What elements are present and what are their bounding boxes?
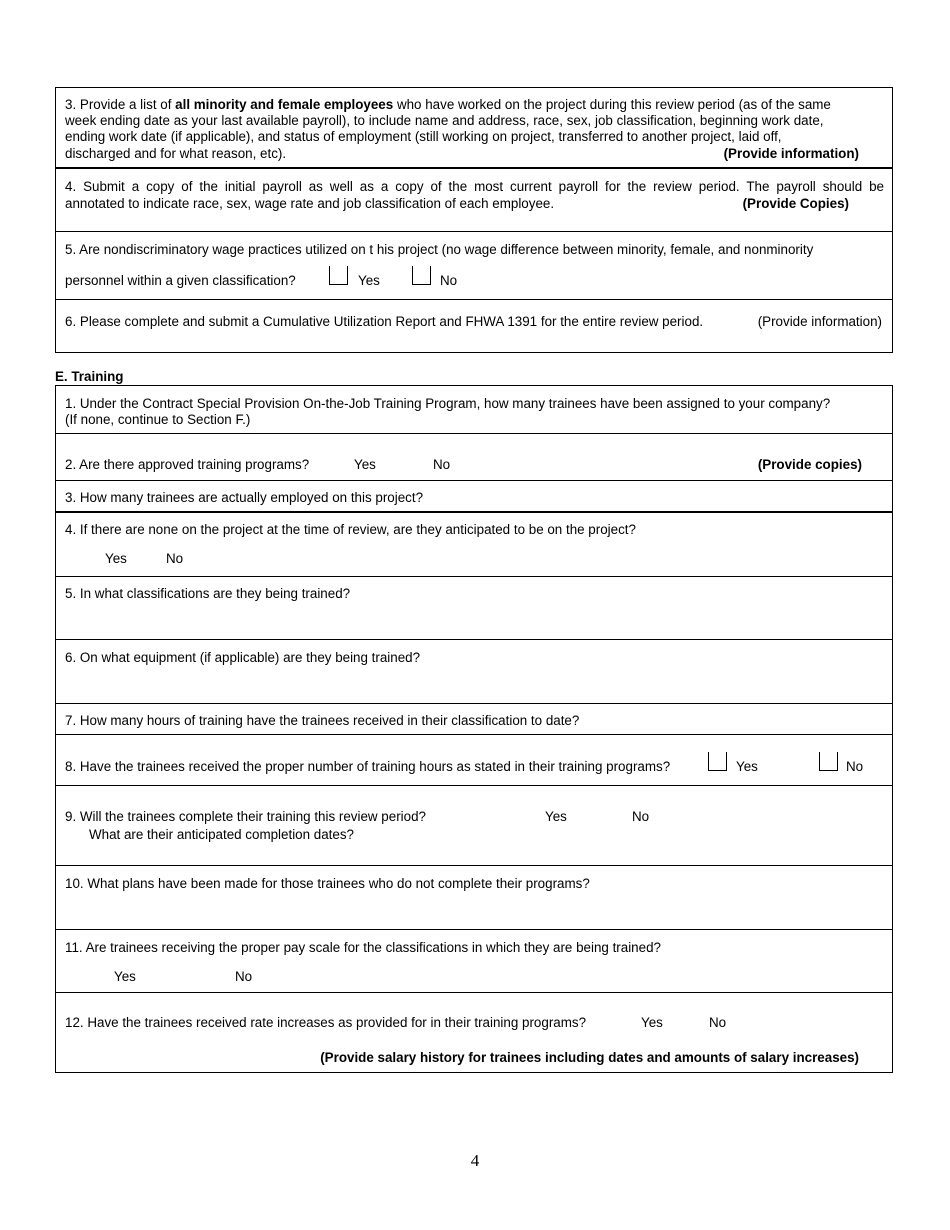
e-q11-text: 11. Are trainees receiving the proper pay scale for the classifications in which they are being trained? xyxy=(65,940,661,955)
d-q3-line2: week ending date as your last available payroll), to include name and address, race, sex, job classification, beginning work date, xyxy=(65,113,824,128)
e-q1-line1: 1. Under the Contract Special Provision On-the-Job Training Program, how many trainees have been assigned to your company? xyxy=(65,396,831,411)
d-q6-text: 6. Please complete and submit a Cumulative Utilization Report and FHWA 1391 for the entire review period. xyxy=(65,314,704,329)
d-q3-prefix: 3. Provide a list of xyxy=(65,97,176,112)
e-question-1 xyxy=(56,386,892,434)
e-q9-yes[interactable]: Yes xyxy=(545,809,567,824)
d-question-4 xyxy=(56,169,892,232)
e-q2-yes[interactable]: Yes xyxy=(354,457,376,472)
e-q2-action: (Provide copies) xyxy=(757,457,862,472)
e-question-2 xyxy=(56,434,892,481)
section-e-title: E. Training xyxy=(55,369,124,384)
e-q8-no-label: No xyxy=(846,759,864,774)
d-q4-line1: 4. Submit a copy of the initial payroll as well as a copy of the most current payroll for the review period. The payroll should be xyxy=(65,179,884,194)
e-q4-no[interactable]: No xyxy=(166,551,184,566)
e-question-6 xyxy=(56,640,892,704)
d-q4-action: (Provide Copies) xyxy=(742,196,849,211)
e-question-7 xyxy=(56,704,892,735)
d-q3-line4: discharged and for what reason, etc). xyxy=(65,146,287,161)
d-q5-no-label: No xyxy=(440,273,458,288)
e-q8-text: 8. Have the trainees received the proper number of training hours as stated in their training programs? xyxy=(65,759,671,774)
e-q12-action: (Provide salary history for trainees including dates and amounts of salary increases) xyxy=(320,1050,859,1065)
d-question-3 xyxy=(56,88,892,169)
e-q7-text: 7. How many hours of training have the trainees received in their classification to date? xyxy=(65,713,580,728)
e-q8-yes-checkbox[interactable] xyxy=(708,752,727,771)
e-question-10 xyxy=(56,866,892,930)
d-q5-line2: personnel within a given classification? xyxy=(65,273,296,288)
e-question-3 xyxy=(56,481,892,513)
e-q1-line2: (If none, continue to Section F.) xyxy=(65,412,251,427)
page-number: 4 xyxy=(470,1151,480,1170)
d-q5-yes-checkbox[interactable] xyxy=(329,266,348,285)
d-q3-bold: all minority and female employees xyxy=(175,97,394,112)
e-q4-yes[interactable]: Yes xyxy=(105,551,127,566)
d-q3-line1-rest: who have worked on the project during this review period (as of the same xyxy=(393,97,831,112)
e-question-12 xyxy=(56,993,892,1074)
e-q11-yes[interactable]: Yes xyxy=(114,969,136,984)
e-q5-text: 5. In what classifications are they being trained? xyxy=(65,586,351,601)
e-q12-yes[interactable]: Yes xyxy=(641,1015,663,1030)
e-question-11 xyxy=(56,930,892,993)
e-q10-text: 10. What plans have been made for those trainees who do not complete their programs? xyxy=(65,876,590,891)
d-question-6 xyxy=(56,300,892,354)
e-question-9 xyxy=(56,786,892,866)
e-q2-text: 2. Are there approved training programs? xyxy=(65,457,310,472)
e-q11-no[interactable]: No xyxy=(235,969,253,984)
d-q5-yes-label: Yes xyxy=(358,273,380,288)
e-q8-no-checkbox[interactable] xyxy=(819,752,838,771)
e-question-4 xyxy=(56,513,892,577)
section-d-table xyxy=(55,87,893,353)
d-q3-action: (Provide information) xyxy=(723,146,859,161)
e-question-5 xyxy=(56,577,892,640)
d-q5-line1: 5. Are nondiscriminatory wage practices utilized on t his project (no wage difference between minority, female, and nonminority xyxy=(65,242,814,257)
section-e-table xyxy=(55,385,893,1073)
d-q3-line3: ending work date (if applicable), and status of employment (still working on project, transferred to another project, laid off, xyxy=(65,129,782,144)
d-q6-action: (Provide information) xyxy=(757,314,882,329)
e-q9-text: 9. Will the trainees complete their training this review period? xyxy=(65,809,426,824)
e-q9-no[interactable]: No xyxy=(632,809,650,824)
e-q2-no[interactable]: No xyxy=(433,457,451,472)
d-q5-no-checkbox[interactable] xyxy=(412,266,431,285)
d-question-5 xyxy=(56,232,892,300)
e-q12-no[interactable]: No xyxy=(709,1015,727,1030)
e-q6-text: 6. On what equipment (if applicable) are they being trained? xyxy=(65,650,421,665)
e-question-8 xyxy=(56,735,892,786)
e-q8-yes-label: Yes xyxy=(736,759,758,774)
d-q3-line1 xyxy=(65,97,831,113)
e-q3-text: 3. How many trainees are actually employed on this project? xyxy=(65,490,424,505)
e-q12-text: 12. Have the trainees received rate increases as provided for in their training programs? xyxy=(65,1015,587,1030)
e-q9-sub: What are their anticipated completion dates? xyxy=(89,827,354,842)
d-q4-line2: annotated to indicate race, sex, wage rate and job classification of each employee. xyxy=(65,196,555,211)
e-q4-text: 4. If there are none on the project at the time of review, are they anticipated to be on the project? xyxy=(65,522,636,537)
